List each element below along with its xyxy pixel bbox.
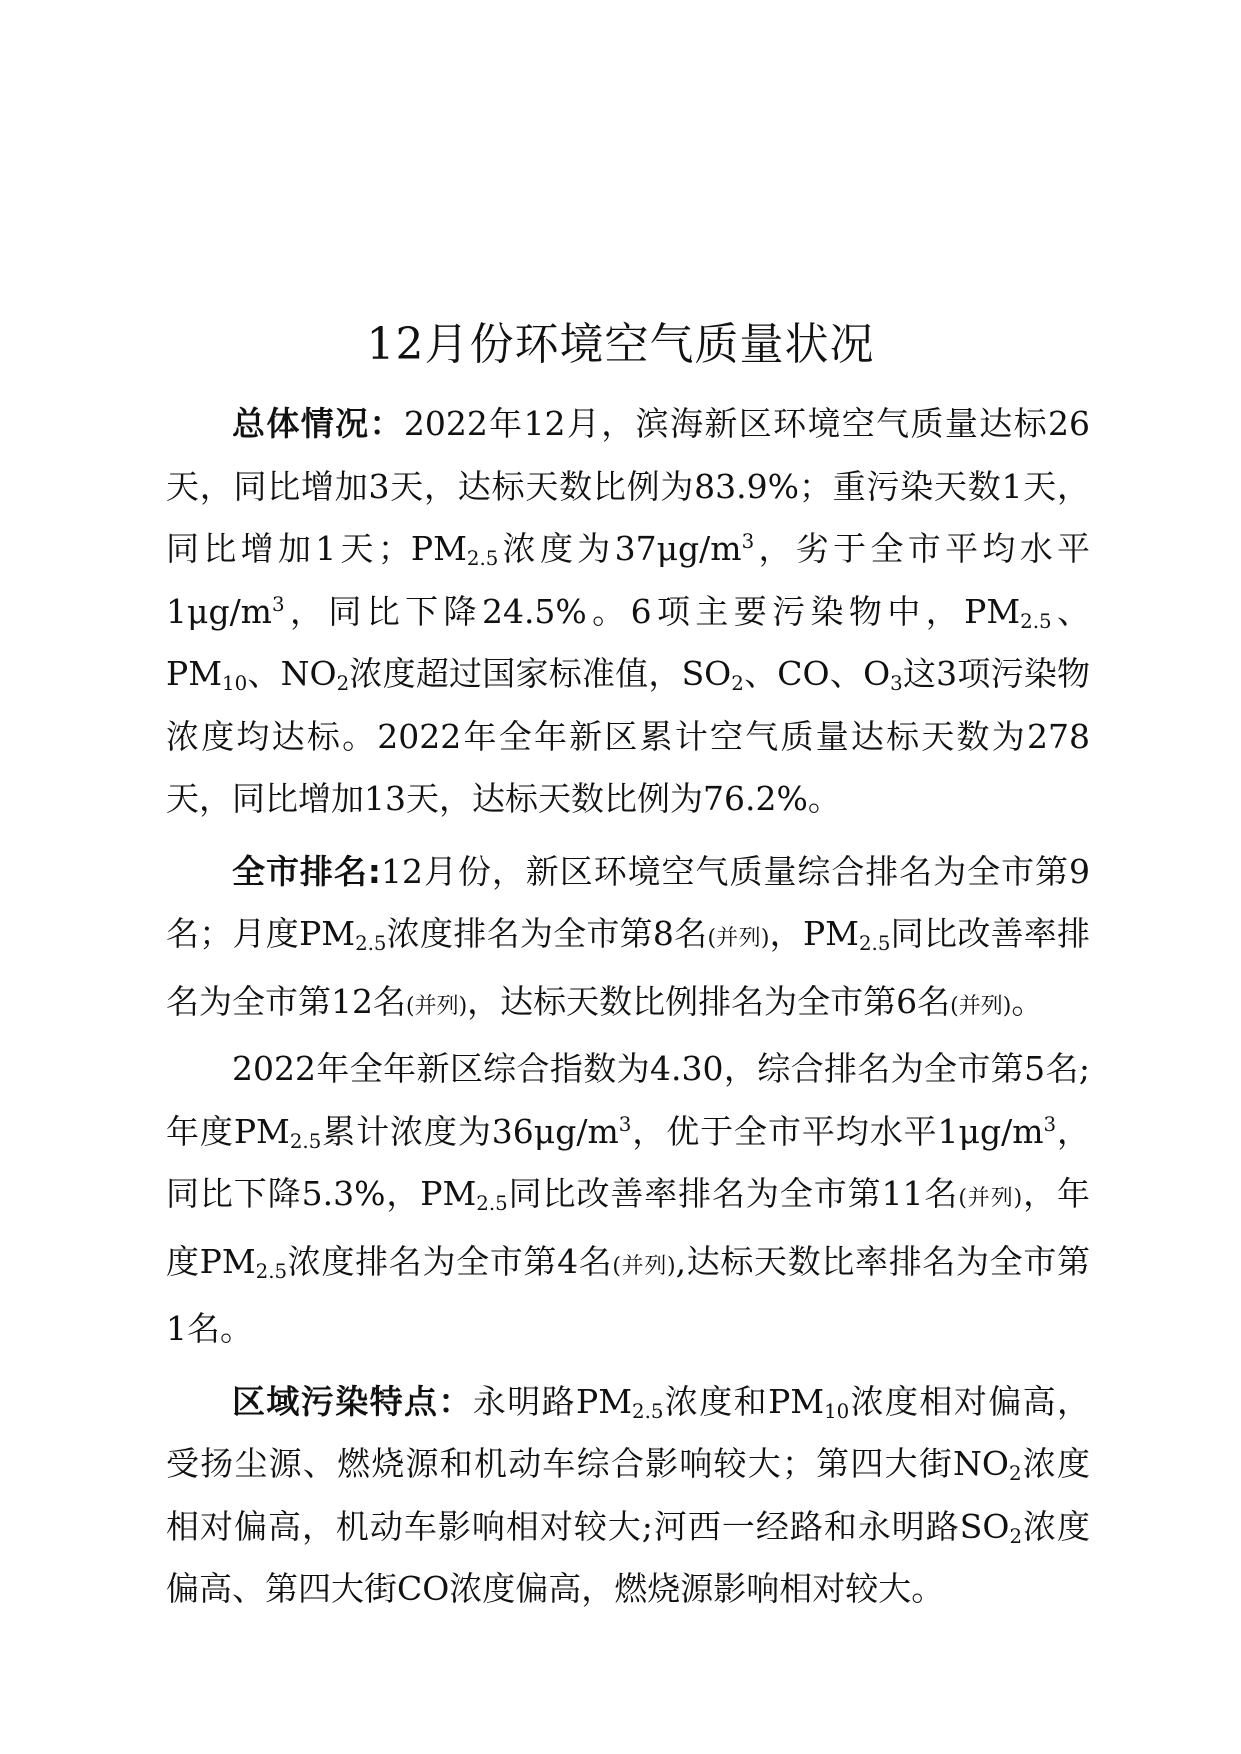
document-body	[166, 393, 1090, 1621]
document-title: 12月份环境空气质量状况	[366, 319, 875, 370]
overall-label: 总体情况：	[232, 404, 404, 443]
regional-paragraph: 区域污染特点：永明路$PM_{2.5}$浓度和$PM_{10}$浓度相对偏高，受扬尘源、燃烧源和机动车综合影响较大；第四大街$NO_2$浓度相对偏高，机动车影响相对较大;河西一经路和永明路$SO_2$浓度偏高、第四大街CO浓度偏高，燃烧源影响相对较大。	[166, 1381, 1091, 1608]
regional-label: 区域污染特点：	[232, 1381, 473, 1421]
annual-paragraph: 2022年全年新区综合指数为4.30，综合排名为全市第5名;年度$PM_{2.5}$累计浓度为$36\mu g/m^3$，优于全市平均水平$1\mu g/m^3$，同比下降5.3%，$PM_{2.5}$同比改善率排名为全市第11名(并列)，年度$PM_{2.5}$浓度排名为全市第4名(并列),达标天数比率排名为全市第1名。	[166, 1049, 1091, 1348]
overall-paragraph: 总体情况：2022年12月，滨海新区环境空气质量达标26天，同比增加3天，达标天数比例为83.9%；重污染天数1天，同比增加1天；$PM_{2.5}$浓度为$37\mu g/m^3$，劣于全市平均水平$1\mu g/m^3$，同比下降24.5%。6项主要污染物中，$PM_{2.5}$、$PM_{10}$、$NO_2$浓度超过国家标准值，$SO_2$、CO、$O_3$这3项污染物浓度均达标。2022年全年新区累计空气质量达标天数为278天，同比增加13天，达标天数比例为76.2%。	[166, 404, 1091, 818]
ranking-label: 全市排名:	[232, 851, 381, 891]
ranking-paragraph: 全市排名:12月份，新区环境空气质量综合排名为全市第9名；月度$PM_{2.5}$浓度排名为全市第8名(并列)，$PM_{2.5}$同比改善率排名为全市第12名(并列)，达标天数比例排名为全市第6名(并列)。	[166, 851, 1091, 1021]
